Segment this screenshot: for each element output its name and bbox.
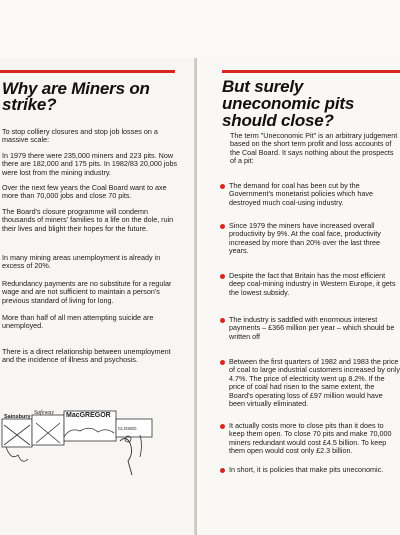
right-bullet-text: It actually costs more to close pits than it does to keep them open. To close 70 pits and make 70,000 miners redundant would cost £4.5 billion. To keep them open would cost only £2.3 billion. bbox=[229, 421, 392, 456]
bullet-marker bbox=[220, 424, 225, 429]
shop-sign-label: CLOSED bbox=[118, 426, 137, 431]
right-heading-line3: should close? bbox=[222, 111, 334, 130]
left-paragraph: More than half of all men attempting suicide are unemployed. bbox=[2, 313, 154, 331]
background-band bbox=[0, 0, 400, 58]
right-heading-line1: But surely bbox=[222, 77, 304, 96]
right-intro: The term "Uneconomic Pit" is an arbitrary judgement based on the short term profit and loss accounts of the Coal Board. It says nothing about the prospects of a pit: bbox=[230, 131, 398, 166]
left-heading-line2: strike? bbox=[2, 95, 57, 114]
left-paragraph: Over the next few years the Coal Board want to axe more than 70,000 jobs and close 70 pits. bbox=[2, 183, 167, 201]
right-bullet-text: Between the first quarters of 1982 and 1983 the price of coal to large industrial customers increased by only 4.7%. The price of electricity went up 8.2%. If the price of coal had risen to the same extent, the Board's operating loss of £97 million would have been virtually eliminated. bbox=[229, 357, 400, 409]
bullet-marker bbox=[220, 184, 225, 189]
right-bullet-text: Since 1979 the miners have increased overall productivity by 9%. At the coal face, productivity increased by more than 20% over the last three years. bbox=[229, 221, 381, 256]
left-heading-rule bbox=[0, 70, 175, 73]
bullet-marker bbox=[220, 318, 225, 323]
cartoon-illustration bbox=[0, 385, 160, 485]
right-heading-line2: uneconomic pits bbox=[222, 94, 355, 113]
shop-sign-label: Sainsbury bbox=[4, 414, 31, 420]
left-heading-line1: Why are Miners on bbox=[2, 79, 150, 98]
right-bullet-text: Despite the fact that Britain has the most efficient deep coal-mining industry in Western Europe, it gets the lowest subsidy. bbox=[229, 271, 396, 297]
left-paragraph: In 1979 there were 235,000 miners and 223 pits. Now there are 182,000 and 175 pits. In 1982/83 20,000 jobs were lost from the mining industry. bbox=[2, 151, 178, 177]
left-paragraph: To stop colliery closures and stop job losses on a massive scale: bbox=[2, 127, 158, 145]
right-bullet-text: In short, it is policies that make pits uneconomic. bbox=[229, 465, 384, 474]
right-bullet-text: The demand for coal has been cut by the Government's monetarist policies which have destroyed much coal-using industry. bbox=[229, 181, 373, 207]
bullet-marker bbox=[220, 360, 225, 365]
bullet-marker bbox=[220, 274, 225, 279]
bullet-marker bbox=[220, 468, 225, 473]
right-bullet-text: The industry is saddled with enormous interest payments – £366 million per year – which should be written off bbox=[229, 315, 395, 341]
left-paragraph: There is a direct relationship between unemployment and the incidence of illness and psychosis. bbox=[2, 347, 171, 365]
shop-sign-label: MacGREGOR bbox=[66, 412, 111, 419]
left-paragraph: Redundancy payments are no substitute for a regular wage and are not sufficient to maintain a person's previous standard of living for long. bbox=[2, 279, 172, 305]
bullet-marker bbox=[220, 224, 225, 229]
left-paragraph: In many mining areas unemployment is already in excess of 20%. bbox=[2, 253, 161, 271]
shop-sign-label: Safeway bbox=[34, 410, 54, 416]
left-paragraph: The Board's closure programme will condemn thousands of miners' families to a life on the dole, ruin their lives and blight their hopes for the future. bbox=[2, 207, 174, 233]
right-heading-rule bbox=[222, 70, 400, 73]
